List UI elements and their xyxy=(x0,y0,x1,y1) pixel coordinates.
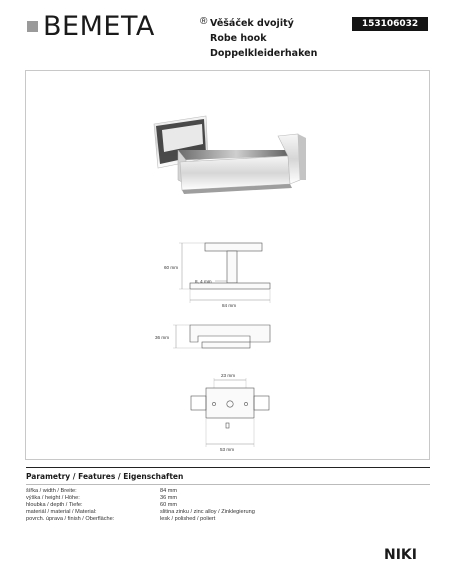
spec-value: lesk / polished / poliert xyxy=(160,516,216,522)
title-en: Robe hook xyxy=(210,33,267,44)
spec-label: povrch. úprava / finish / Oberfläche: xyxy=(26,516,115,522)
spec-value: slitina zinku / zinc alloy / Zinklegierung xyxy=(160,509,255,515)
spec-label: hloubka / depth / Tiefe: xyxy=(26,502,83,508)
spec-value: 84 mm xyxy=(160,488,178,494)
spec-row xyxy=(26,516,255,523)
spec-label: šířka / width / Breite: xyxy=(26,488,77,494)
logo-text: BEMETA xyxy=(43,11,155,42)
spec-label: výška / height / Höhe: xyxy=(26,495,80,501)
spec-row xyxy=(26,509,255,516)
spec-value: 60 mm xyxy=(160,502,178,508)
spec-table xyxy=(26,488,255,523)
spec-value: 36 mm xyxy=(160,495,178,501)
height-dim-label: 60 mm xyxy=(164,265,179,270)
plate-width-label: 53 mm xyxy=(220,447,235,452)
series-name: NIKI xyxy=(384,547,417,563)
spec-row xyxy=(26,502,255,509)
registered-mark: ® xyxy=(200,16,208,27)
hole-spacing-label: 23 mm xyxy=(221,373,236,378)
spec-heading: Parametry / Features / Eigenschaften xyxy=(26,472,184,481)
bar-dim-label: 8, 4 mm xyxy=(195,279,212,284)
title-de: Doppelkleiderhaken xyxy=(210,48,318,59)
front-view xyxy=(191,378,269,447)
title-cz: Věšáček dvojitý xyxy=(210,18,294,29)
spec-row xyxy=(26,488,255,495)
side-view xyxy=(179,243,270,303)
spec-row xyxy=(26,495,255,502)
spec-divider-thin xyxy=(26,484,430,485)
spec-divider xyxy=(26,467,430,468)
spec-label: materiál / material / Material: xyxy=(26,509,97,515)
width-dim-label: 84 mm xyxy=(222,303,237,308)
product-code: 153106032 xyxy=(352,17,428,31)
top-view xyxy=(173,325,270,348)
depth-dim-label: 36 mm xyxy=(155,335,170,340)
